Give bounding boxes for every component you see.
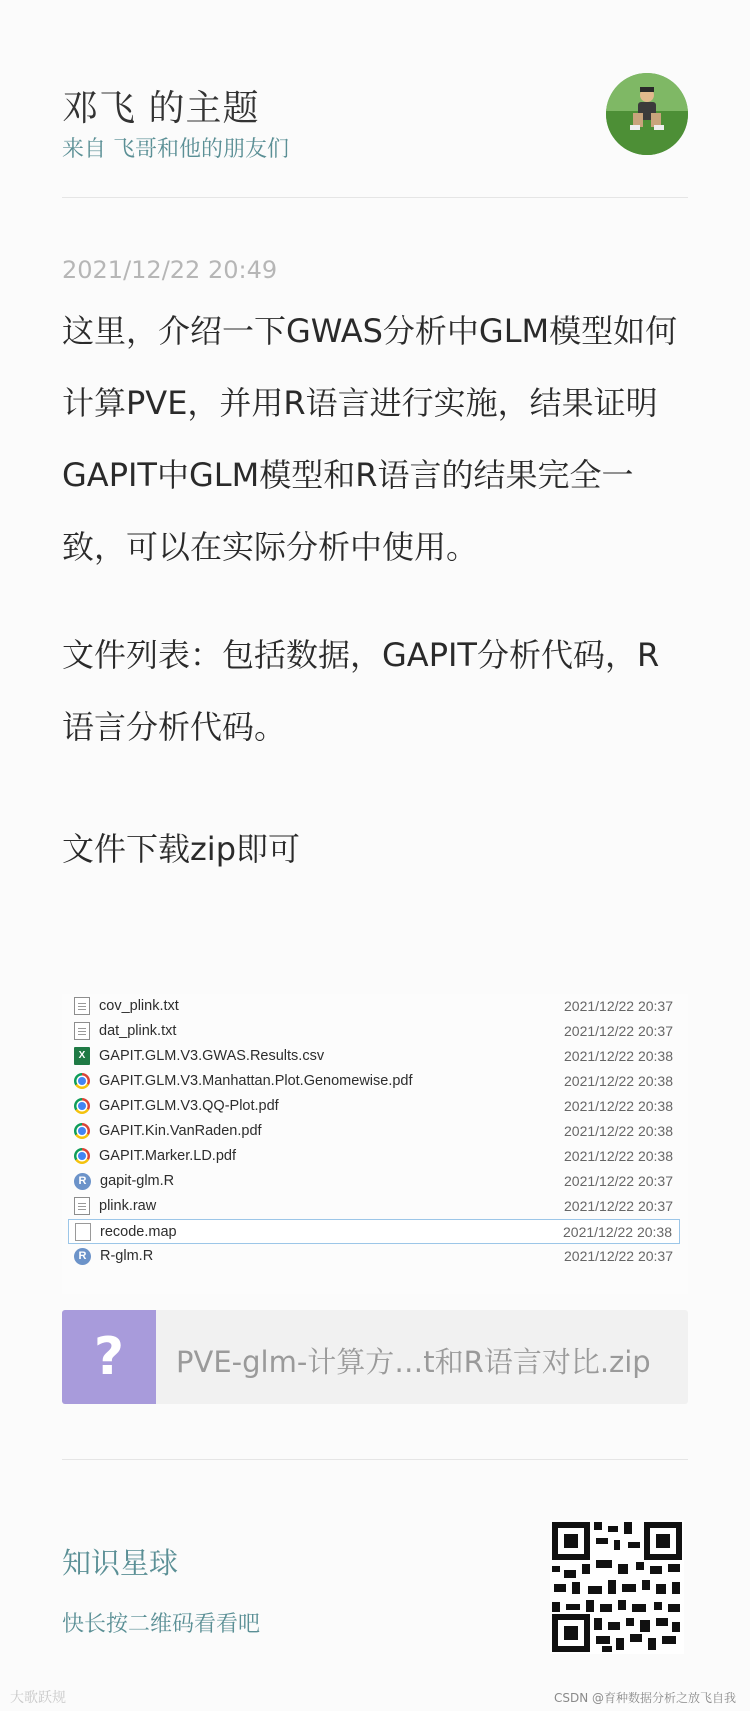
file-row <box>68 994 680 1018</box>
chrome-pdf-icon <box>74 1098 90 1114</box>
footer-divider <box>62 1459 688 1460</box>
file-name: gapit-glm.R <box>100 1173 175 1189</box>
chrome-pdf-icon <box>74 1123 90 1139</box>
footer-title: 知识星球 <box>62 1546 179 1580</box>
post-paragraph-download: 文件下载zip即可 <box>62 830 301 868</box>
file-row <box>68 1019 680 1043</box>
header-divider <box>62 197 688 198</box>
file-date: 2021/12/22 20:38 <box>564 1098 673 1114</box>
file-date: 2021/12/22 20:37 <box>564 1173 673 1189</box>
post-paragraph-intro: 这里，介绍一下GWAS分析中GLM模型如何计算PVE，并用R语言进行实施，结果证明GAPIT中GLM模型和R语言的结果完全一致，可以在实际分析中使用。 <box>62 312 678 566</box>
footer-subtitle: 快长按二维码看看吧 <box>62 1612 261 1637</box>
file-row <box>68 1194 680 1218</box>
attachment-filename: PVE-glm-计算方…t和R语言对比.zip <box>176 1345 651 1379</box>
avatar-photo <box>606 73 688 155</box>
file-name: R-glm.R <box>100 1248 154 1264</box>
watermark-left: 大歌跃规 <box>10 1690 66 1706</box>
file-date: 2021/12/22 20:37 <box>564 1198 673 1214</box>
watermark-right: CSDN @育种数据分析之放飞自我 <box>553 1691 736 1705</box>
text-file-icon <box>74 997 90 1015</box>
chrome-pdf-icon <box>74 1148 90 1164</box>
qr-finder-pattern <box>552 1522 590 1560</box>
file-name: GAPIT.Marker.LD.pdf <box>99 1148 236 1164</box>
topic-title: 邓飞 的主题 <box>62 88 260 129</box>
topic-source[interactable]: 来自 飞哥和他的朋友们 <box>62 137 289 162</box>
qr-finder-pattern <box>552 1614 590 1652</box>
file-row <box>68 1144 680 1168</box>
r-file-icon: R <box>74 1173 91 1190</box>
topic-header <box>62 70 688 170</box>
file-row <box>68 1169 680 1193</box>
text-file-icon <box>74 1022 90 1040</box>
file-name: GAPIT.Kin.VanRaden.pdf <box>99 1123 262 1139</box>
text-file-icon <box>74 1197 90 1215</box>
file-date: 2021/12/22 20:38 <box>564 1048 673 1064</box>
file-list-screenshot <box>62 994 688 1294</box>
unknown-file-icon: ? <box>62 1310 156 1404</box>
qr-finder-pattern <box>644 1522 682 1560</box>
file-date: 2021/12/22 20:38 <box>564 1073 673 1089</box>
avatar[interactable] <box>606 73 688 155</box>
file-name: cov_plink.txt <box>99 998 179 1014</box>
file-row <box>68 1044 680 1068</box>
file-date: 2021/12/22 20:37 <box>564 1023 673 1039</box>
zip-attachment[interactable] <box>62 1310 688 1404</box>
file-row <box>68 1119 680 1143</box>
r-file-icon: R <box>74 1248 91 1265</box>
file-name: recode.map <box>100 1223 177 1240</box>
file-name: GAPIT.GLM.V3.GWAS.Results.csv <box>99 1048 325 1064</box>
file-date: 2021/12/22 20:38 <box>564 1123 673 1139</box>
file-row <box>68 1069 680 1093</box>
file-date: 2021/12/22 20:38 <box>563 1223 672 1240</box>
file-name: plink.raw <box>99 1198 157 1214</box>
excel-file-icon: X <box>74 1047 90 1065</box>
blank-file-icon <box>75 1223 91 1241</box>
post-date: 2021/12/22 20:49 <box>62 256 278 284</box>
qr-code[interactable] <box>550 1520 684 1654</box>
file-name: dat_plink.txt <box>99 1023 177 1039</box>
file-name: GAPIT.GLM.V3.Manhattan.Plot.Genomewise.pdf <box>99 1073 413 1089</box>
file-row <box>68 1094 680 1118</box>
file-date: 2021/12/22 20:38 <box>564 1148 673 1164</box>
file-name: GAPIT.GLM.V3.QQ-Plot.pdf <box>99 1098 279 1114</box>
chrome-pdf-icon <box>74 1073 90 1089</box>
file-row <box>68 1244 680 1268</box>
post-paragraph-file-list: 文件列表：包括数据，GAPIT分析代码，R语言分析代码。 <box>62 636 660 746</box>
file-date: 2021/12/22 20:37 <box>564 998 673 1014</box>
file-row <box>68 1219 680 1244</box>
file-date: 2021/12/22 20:37 <box>564 1248 673 1264</box>
